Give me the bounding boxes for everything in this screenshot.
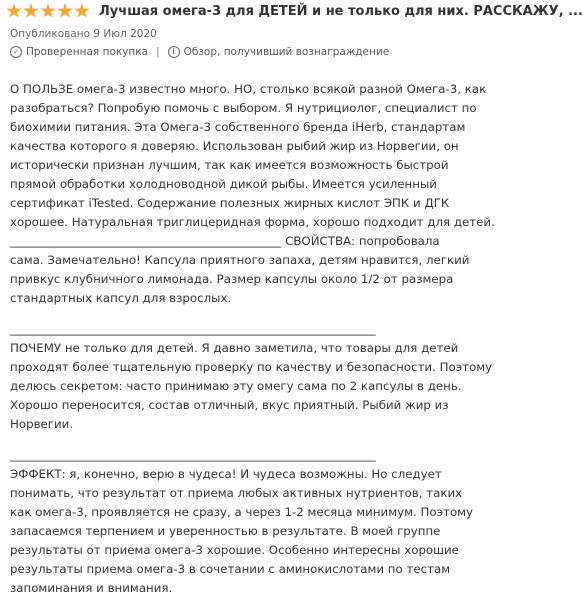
verified-purchase-label: Проверенная покупка	[26, 46, 149, 58]
star-icon	[57, 3, 73, 19]
review-header	[0, 0, 583, 22]
star-icon	[6, 3, 22, 19]
check-circle-icon: ✓	[10, 46, 22, 58]
star-icon	[40, 3, 56, 19]
review-badges	[10, 46, 389, 58]
star-icon	[74, 3, 90, 19]
review-title[interactable]: Лучшая омега-3 для ДЕТЕЙ и не только для них. РАССКАЖУ, ...	[99, 3, 583, 19]
star-rating	[6, 3, 91, 19]
divider-line: ______________________________________________________________	[10, 448, 376, 462]
info-circle-icon: i	[168, 46, 180, 58]
review-paragraph-why: ПОЧЕМУ не только для детей. Я давно заметила, что товары для детей проходят более тщательную проверку по качеству и безопасности. Поэтому делюсь секретом: часто принимаю эту омегу сама по 2 капсулы в день. Хорошо переносится, состав отличный, вкус приятный. Рыбий жир из Норвегии.	[10, 341, 493, 431]
review-body	[10, 80, 515, 598]
star-icon	[23, 3, 39, 19]
separator: |	[156, 46, 160, 58]
review-paragraph-benefits: О ПОЛЬЗЕ омега-3 известно много. НО, столько всякой разной Омега-3, как разобраться? Попробую помочь с выбором. Я нутрициолог, специалист по биохимии питания. Эта Омега-3 собственного бренда iHerb, стандартам качества которого я доверяю. Использован рыбий жир из Норвегии, он исторически признан лучшим, так как имеется возможность быстрой прямой обработки холодноводной дикой рыбы. Имеется усиленный сертификат iTested. Содержание полезных жирных кислот ЭПК и ДГК хорошее. Натуральная триглицеридная форма, хорошо подходит для детей. ______________________________________________ СВОЙСТВА: попробовала сама. Замечательно! Капсула приятного запаха, детям нравится, легкий привкус клубничного лимонада. Размер капсулы около 1/2 от размера стандартных капсул для взрослых.	[10, 82, 495, 305]
review-paragraph-effect: ЭФФЕКТ: я, конечно, верю в чудеса! И чудеса возможны. Но следует понимать, что результат от приема любых активных нутриентов, таких как омега-3, проявляется не сразу, а через 1-2 месяца минимум. Поэтому запасаемся терпением и уверенностью в результате. В моей группе результаты от приема омега-3 хорошие. Особенно интересны хорошие результаты приема омега-3 в сочетании с аминокислотами по тестам запоминания и внимания.	[10, 467, 474, 595]
published-date: Опубликовано 9 Июл 2020	[10, 28, 157, 40]
rewarded-review-label: Обзор, получивший вознаграждение	[183, 46, 390, 58]
divider-line: ______________________________________________________________	[10, 322, 376, 336]
